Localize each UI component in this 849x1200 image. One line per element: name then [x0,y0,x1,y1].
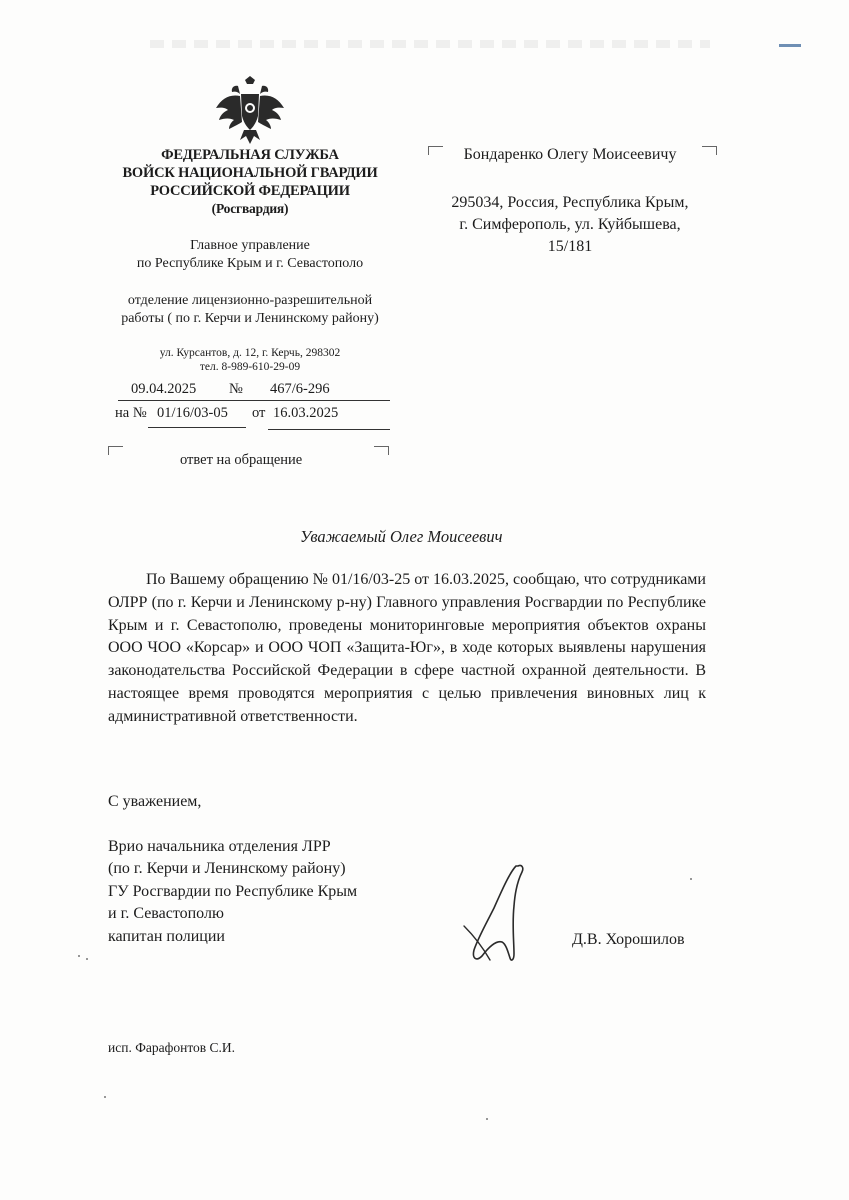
recipient-address-line: 15/181 [547,238,593,255]
executor: исп. Фарафонтов С.И. [108,1040,236,1055]
scan-mark [779,44,801,47]
directorate-line: Главное управление [190,238,310,253]
org-line: РОССИЙСКОЙ ФЕДЕРАЦИИ [150,183,350,199]
reference-number: 01/16/03-05 [157,405,228,421]
reference-date-underline [268,429,390,430]
closing: С уважением, [108,793,202,810]
reference-number-underline [148,427,246,428]
outgoing-number: 467/6-296 [270,381,330,397]
signer-name: Д.В. Хорошилов [572,931,685,948]
reference-date: 16.03.2025 [273,405,339,421]
subject-corner-left [108,446,123,455]
reference-date-label: от [252,405,266,421]
scan-speck [78,955,80,957]
signer-position-line: Врио начальника отделения ЛРР [108,838,331,855]
scan-speck [486,1118,488,1120]
org-line: ФЕДЕРАЛЬНАЯ СЛУЖБА [161,147,339,163]
department-address: ул. Курсантов, д. 12, г. Керчь, 298302 [159,347,341,359]
scan-artifact [150,40,710,48]
org-line: ВОЙСК НАЦИОНАЛЬНОЙ ГВАРДИИ [122,165,378,181]
salutation: Уважаемый Олег Моисеевич [300,527,503,546]
signer-position [108,836,357,948]
letter-body: По Вашему обращению № 01/16/03-25 от 16.03.2025, сообщаю, что сотрудниками ОЛРР (по г. Керчи и Ленинскому р-ну) Главного управления Росгвардии по Республике Крым и г. Севастополю, проведены мониторинговые мероприятия объектов охраны ООО ЧОО «Корсар» и ООО ЧОП «Защита-Юг», в ходе которых выявлены нарушения законодательства Российской Федерации в сфере частной охранной деятельности. В настоящее время проводятся мероприятия с целью привлечения виновных лиц к административной ответственности. [108,571,706,725]
department-line: отделение лицензионно-разрешительной [127,293,373,308]
department-contacts [100,346,400,374]
directorate-line: по Республике Крым и г. Севастополо [136,256,364,271]
double-headed-eagle-emblem-icon [214,76,286,146]
org-abbreviation: (Росгвардия) [211,201,289,216]
recipient-address [420,192,720,258]
department-name [100,292,400,328]
outgoing-date: 09.04.2025 [131,381,197,397]
main-directorate [100,237,400,273]
number-label: № [229,381,243,397]
signer-position-line: ГУ Росгвардии по Республике Крым [108,882,358,900]
scan-speck [86,958,88,960]
signer-position-line: капитан полиции [108,927,225,945]
recipient-address-line: г. Симферополь, ул. Куйбышева, [459,216,681,233]
handwritten-signature-icon [452,862,538,966]
letter-subject: ответ на обращение [180,452,303,468]
scan-speck [690,878,692,880]
department-phone: тел. 8-989-610-29-09 [199,361,301,373]
registration-underline [118,400,390,401]
scan-speck [104,1096,106,1098]
subject-corner-right [374,446,389,455]
reference-label: на № [115,405,147,421]
signer-position-line: (по г. Керчи и Ленинскому району) [108,860,346,878]
department-line: работы ( по г. Керчи и Ленинскому району) [121,311,379,326]
signer-position-line: и г. Севастополю [108,905,224,923]
recipient-address-line: 295034, Россия, Республика Крым, [451,194,689,211]
recipient-name: Бондаренко Олегу Моисеевичу [463,146,677,163]
organization-name [100,146,400,218]
